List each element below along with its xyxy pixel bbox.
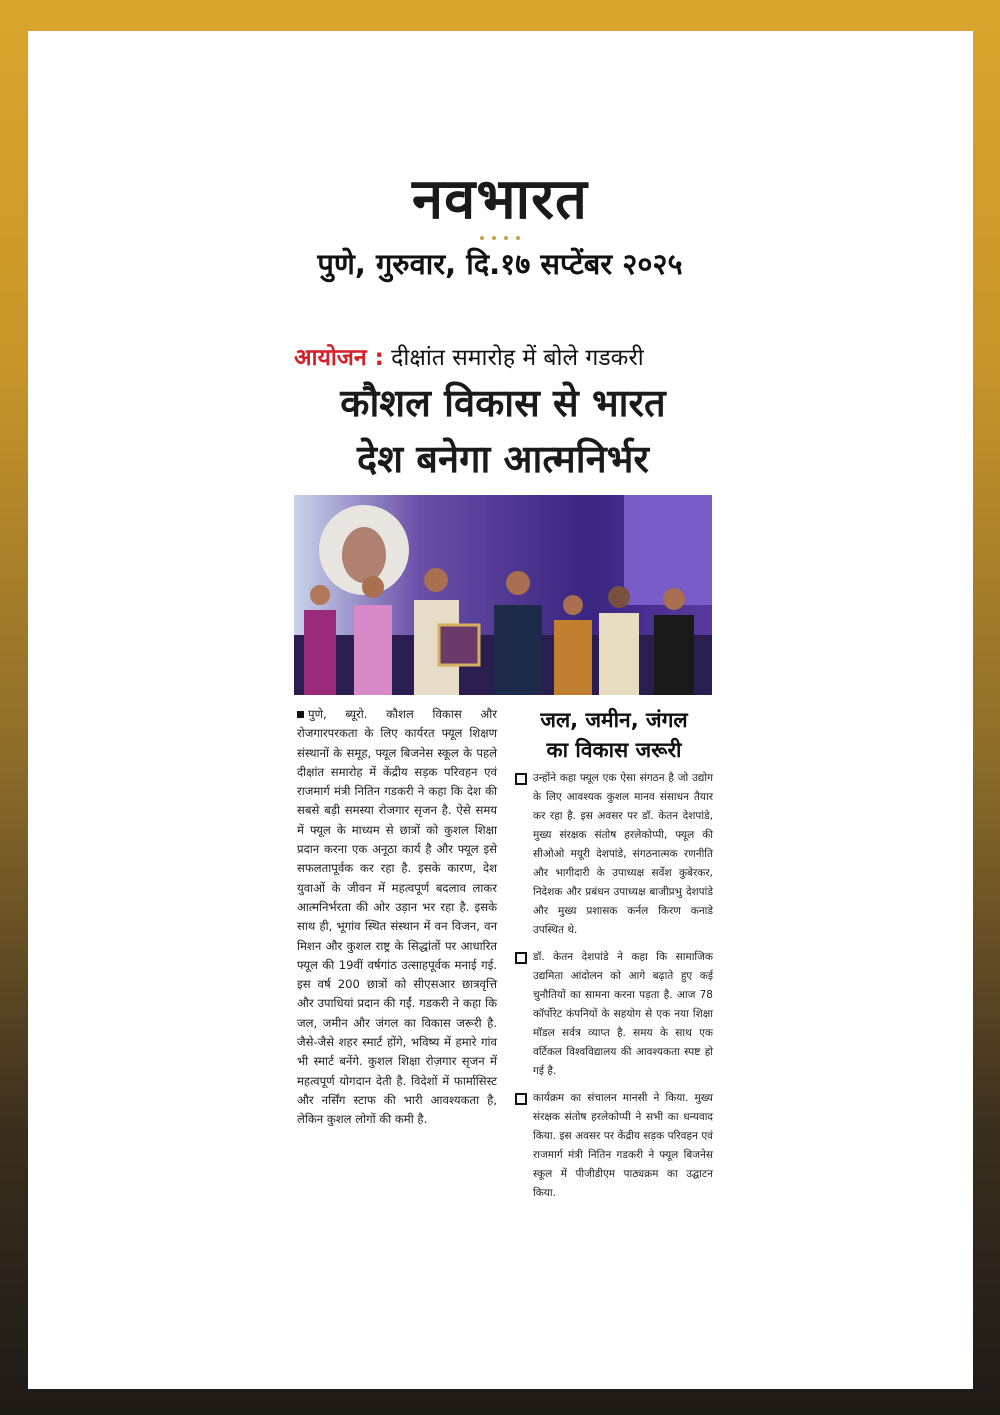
event-photo: [294, 495, 712, 695]
kicker-label: आयोजन :: [294, 345, 384, 371]
masthead-logo: नवभारत: [412, 167, 588, 232]
checkbox-bullet-icon: [515, 773, 527, 785]
headline: [294, 375, 712, 487]
bullet-square-icon: [297, 711, 304, 718]
checkbox-bullet-icon: [515, 952, 527, 964]
subheading-line-1: जल, जमीन, जंगल: [540, 708, 688, 732]
masthead-ornament: [480, 236, 520, 240]
paragraph: [515, 948, 713, 1081]
subheading: [515, 705, 713, 765]
paragraph: [515, 1089, 713, 1203]
kicker-text: दीक्षांत समारोह में बोले गडकरी: [391, 345, 644, 371]
paragraph: [515, 769, 713, 940]
article-header: [294, 343, 712, 487]
paragraph-text: डॉ. केतन देशपांडे ने कहा कि सामाजिक उद्यमिता आंदोलन को आगे बढ़ाते हुए कई चुनौतियों का सामना करना पड़ता है. आज 78 कॉर्पोरेट कंपनियों के सहयोग से एक नया शिक्षा मॉडल सर्वत्र व्याप्त है. समय के साथ एक वर्टिकल विश्वविद्यालय की आवश्यकता स्पष्ट हो गई है.: [533, 951, 713, 1077]
headline-line-1: कौशल विकास से भारत: [340, 381, 666, 425]
headline-line-2: देश बनेगा आत्मनिर्भर: [357, 437, 649, 481]
kicker: [294, 343, 712, 373]
newspaper-page: [28, 31, 973, 1389]
paragraph-text: उन्होंने कहा फ्यूल एक ऐसा संगठन है जो उद्योग के लिए आवश्यक कुशल मानव संसाधन तैयार कर रहा है. इस अवसर पर डॉ. केतन देशपांडे, मुख्य संरक्षक संतोष हरलेकोप्पी, फ्यूल की सीओओ मयूरी देशपांडे, संगठनात्मक रणनीति और भागीदारी के उपाध्यक्ष सर्वेश कुबेरकर, निदेशक और प्रबंधन उपाध्यक्ष बाजीप्रभु देशपांडे और मुख्य प्रशासक कर्नल किरण कनाडे उपस्थित थे.: [533, 772, 713, 936]
right-column: [515, 705, 713, 1211]
checkbox-bullet-icon: [515, 1093, 527, 1105]
subheading-line-2: का विकास जरूरी: [546, 738, 682, 762]
paragraph-text: कार्यक्रम का संचालन मानसी ने किया. मुख्य संरक्षक संतोष हरलेकोप्पी ने सभी का धन्यवाद किया. इस अवसर पर केंद्रीय सड़क परिवहन एवं राजमार्ग मंत्री नितिन गडकरी ने फ्यूल बिजनेस स्कूल में पीजीडीएम पाठ्यक्रम का उद्घाटन किया.: [533, 1092, 713, 1199]
left-column-text: पुणे, ब्यूरो. कौशल विकास और रोजगारपरकता के लिए कार्यरत फ्यूल शिक्षण संस्थानों के समूह, फ्यूल बिजनेस स्कूल के पहले दीक्षांत समारोह में केंद्रीय सड़क परिवहन एवं राजमार्ग मंत्री नितिन गडकरी ने कहा कि देश की सबसे बड़ी समस्या रोजगार सृजन है. ऐसे समय में फ्यूल के माध्यम से छात्रों को कुशल शिक्षा प्रदान करना एक अनूठा कार्य है और फ्यूल इसे सफलतापूर्वक कर रहा है. इसके कारण, देश युवाओं के जीवन में महत्वपूर्ण बदलाव लाकर आत्मनिर्भरता की ओर उड़ान भर रहा है. इसके साथ ही, भूगांव स्थित संस्थान में वन विजन, वन मिशन और कुशल राष्ट्र के सिद्धांतों पर आधारित फ्यूल की 19वीं वर्षगांठ उत्साहपूर्वक मनाई गई. इस वर्ष 200 छात्रों को सीएसआर छात्रवृत्ति और उपाधियां प्रदान की गईं. गडकरी ने कहा कि जल, जमीन और जंगल का विकास जरूरी है. जैसे-जैसे शहर स्मार्ट होंगे, भविष्य में हमारे गांव भी स्मार्ट बनेंगे. कुशल शिक्षा रोज़गार सृजन में महत्वपूर्ण योगदान देती है. विदेशों में फार्मासिस्ट और नर्सिंग स्टाफ की भारी आवश्यकता है, लेकिन कुशल लोगों की कमी है.: [297, 707, 497, 1127]
dateline: पुणे, गुरुवार, दि.१७ सप्टेंबर २०२५: [317, 247, 683, 281]
left-column: [297, 705, 497, 1130]
